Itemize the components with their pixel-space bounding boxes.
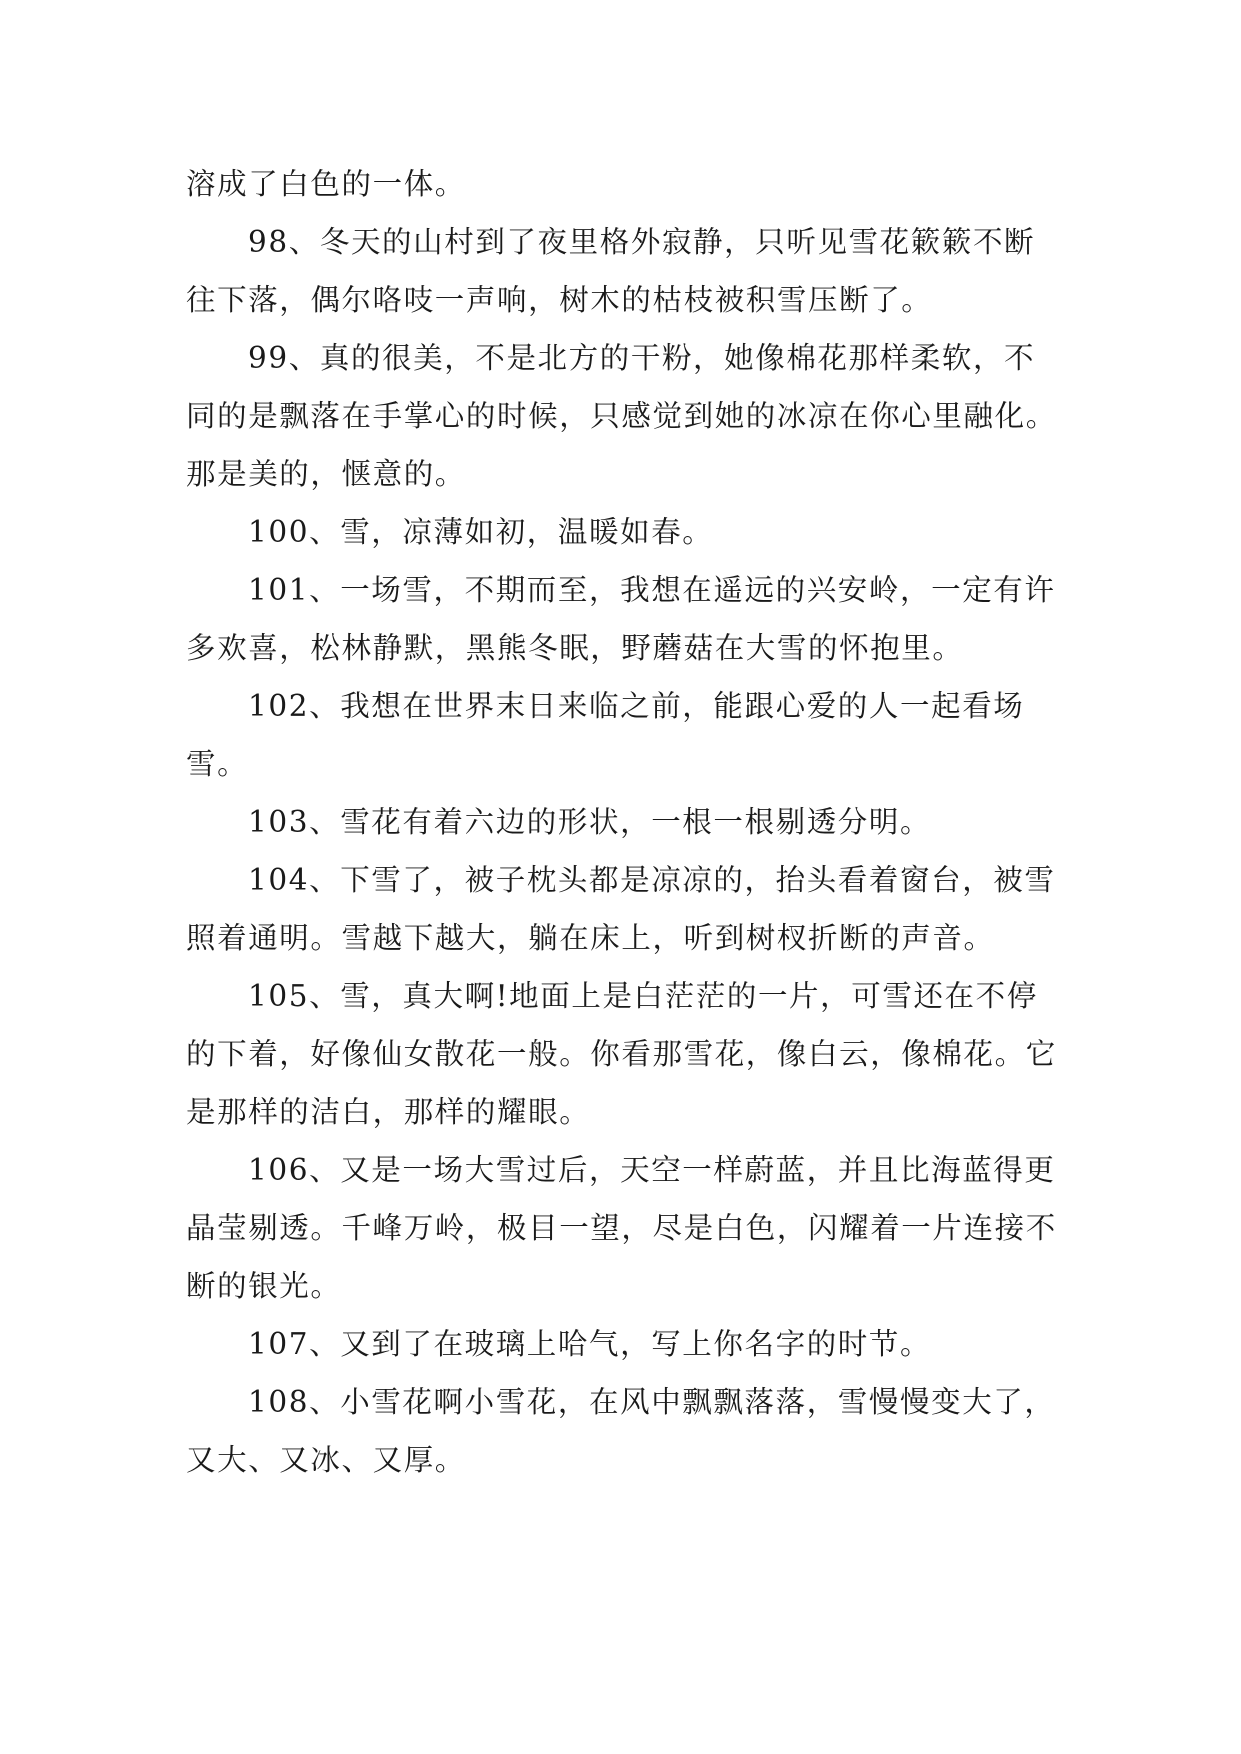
paragraph-107: 107、又到了在玻璃上哈气，写上你名字的时节。 <box>248 1327 932 1361</box>
paragraph-98: 98、冬天的山村到了夜里格外寂静，只听见雪花簌簌不断往下落，偶尔咯吱一声响，树木的枯枝被积雪压断了。 <box>186 225 1036 317</box>
paragraph-101: 101、一场雪，不期而至，我想在遥远的兴安岭，一定有许多欢喜，松林静默，黑熊冬眠，野蘑菇在大雪的怀抱里。 <box>186 573 1056 665</box>
paragraph-103: 103、雪花有着六边的形状，一根一根剔透分明。 <box>248 805 932 839</box>
paragraph-104: 104、下雪了，被子枕头都是凉凉的，抬头看着窗台，被雪照着通明。雪越下越大，躺在床上，听到树杈折断的声音。 <box>186 863 1056 955</box>
paragraph-102: 102、我想在世界末日来临之前，能跟心爱的人一起看场雪。 <box>186 689 1025 781</box>
paragraph-108: 108、小雪花啊小雪花，在风中飘飘落落，雪慢慢变大了，又大、又冰、又厚。 <box>186 1385 1056 1477</box>
paragraph-99: 99、真的很美，不是北方的干粉，她像棉花那样柔软，不同的是飘落在手掌心的时候，只感觉到她的冰凉在你心里融化。那是美的，惬意的。 <box>186 341 1057 491</box>
document-body <box>186 155 1062 1489</box>
paragraph-100: 100、雪，凉薄如初，温暖如春。 <box>248 515 714 549</box>
paragraph-105: 105、雪，真大啊!地面上是白茫茫的一片，可雪还在不停的下着，好像仙女散花一般。你看那雪花，像白云，像棉花。它是那样的洁白，那样的耀眼。 <box>186 979 1057 1129</box>
paragraph-continuation: 溶成了白色的一体。 <box>186 167 466 201</box>
paragraph-106: 106、又是一场大雪过后，天空一样蔚蓝，并且比海蓝得更晶莹剔透。千峰万岭，极目一望，尽是白色，闪耀着一片连接不断的银光。 <box>186 1153 1057 1303</box>
